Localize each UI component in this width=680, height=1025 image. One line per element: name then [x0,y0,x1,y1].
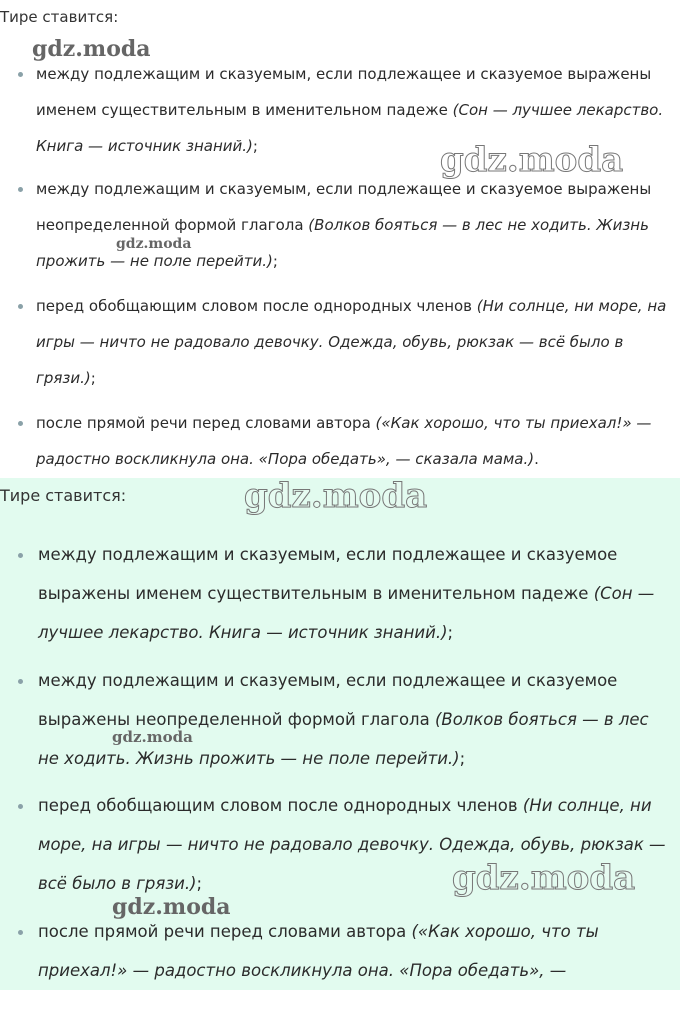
list-item [38,912,668,990]
item-text: между подлежащим и сказуемым, если подлежащее и сказуемое выражены неопределенной формой глагола [36,180,652,234]
item-end: ; [272,252,278,270]
list-item [38,535,668,652]
list-item [38,661,668,778]
item-example: (Сон — лучшее лекарство. Книга — источник знаний.) [38,584,655,642]
bullet-icon [18,72,23,77]
item-text: перед обобщающим словом после однородных членов [38,796,523,815]
item-end: ; [90,369,96,387]
item-example: («Как хорошо, что ты приехал!» — радостно воскликнула она. «Пора обедать», — сказала мама.) [36,414,652,468]
item-example: («Как хорошо, что ты приехал!» — радостно воскликнула она. «Пора обедать», — [38,922,599,980]
item-text: после прямой речи перед словами автора [36,414,376,432]
bullet-icon [18,679,23,684]
bullet-icon [18,421,23,426]
item-text: перед обобщающим словом после однородных членов [36,297,477,315]
item-example: (Ни солнце, ни море, на игры — ничто не радовало девочку. Одежда, обувь, рюкзак — всё было в грязи.) [38,796,666,893]
item-end: ; [459,749,466,768]
watermark-logo: gdz.moda [112,728,193,746]
list-item [36,171,676,279]
item-end: ; [252,137,258,155]
bullet-icon [18,553,23,558]
bullet-icon [18,187,23,192]
bullet-icon [18,304,23,309]
list-item [36,405,676,477]
watermark-logo: gdz.moda [112,894,231,920]
item-end: ; [196,874,203,893]
item-example: (Ни солнце, ни море, на игры — ничто не радовало девочку. Одежда, обувь, рюкзак — всё было в грязи.) [36,297,667,387]
watermark-logo: gdz.moda [116,236,192,252]
bullet-icon [18,804,23,809]
item-example: (Волков бояться — в лес не ходить. Жизнь прожить — не поле перейти.) [38,710,649,768]
item-text: после прямой речи перед словами автора [38,922,412,941]
item-text: между подлежащим и сказуемым, если подлежащее и сказуемое выражены неопределенной формой глагола [38,671,618,729]
item-example: (Волков бояться — в лес не ходить. Жизнь прожить — не поле перейти.) [36,216,649,270]
item-example: (Сон — лучшее лекарство. Книга — источник знаний.) [36,101,664,155]
item-text: между подлежащим и сказуемым, если подлежащее и сказуемое выражены именем существительным в именительном падеже [38,545,618,603]
watermark-logo: gdz.moda [32,36,151,62]
rule-block-1 [0,0,680,478]
item-text: между подлежащим и сказуемым, если подлежащее и сказуемое выражены именем существительным в именительном падеже [36,65,652,119]
item-end: . [534,450,539,468]
bullet-icon [18,930,23,935]
item-end: ; [447,623,454,642]
list-item [36,56,676,164]
rule-block-2 [0,478,680,990]
list-item [38,786,668,903]
block-heading: Тире ставится: [0,486,127,505]
list-item [36,288,676,396]
block-heading: Тире ставится: [0,8,119,26]
